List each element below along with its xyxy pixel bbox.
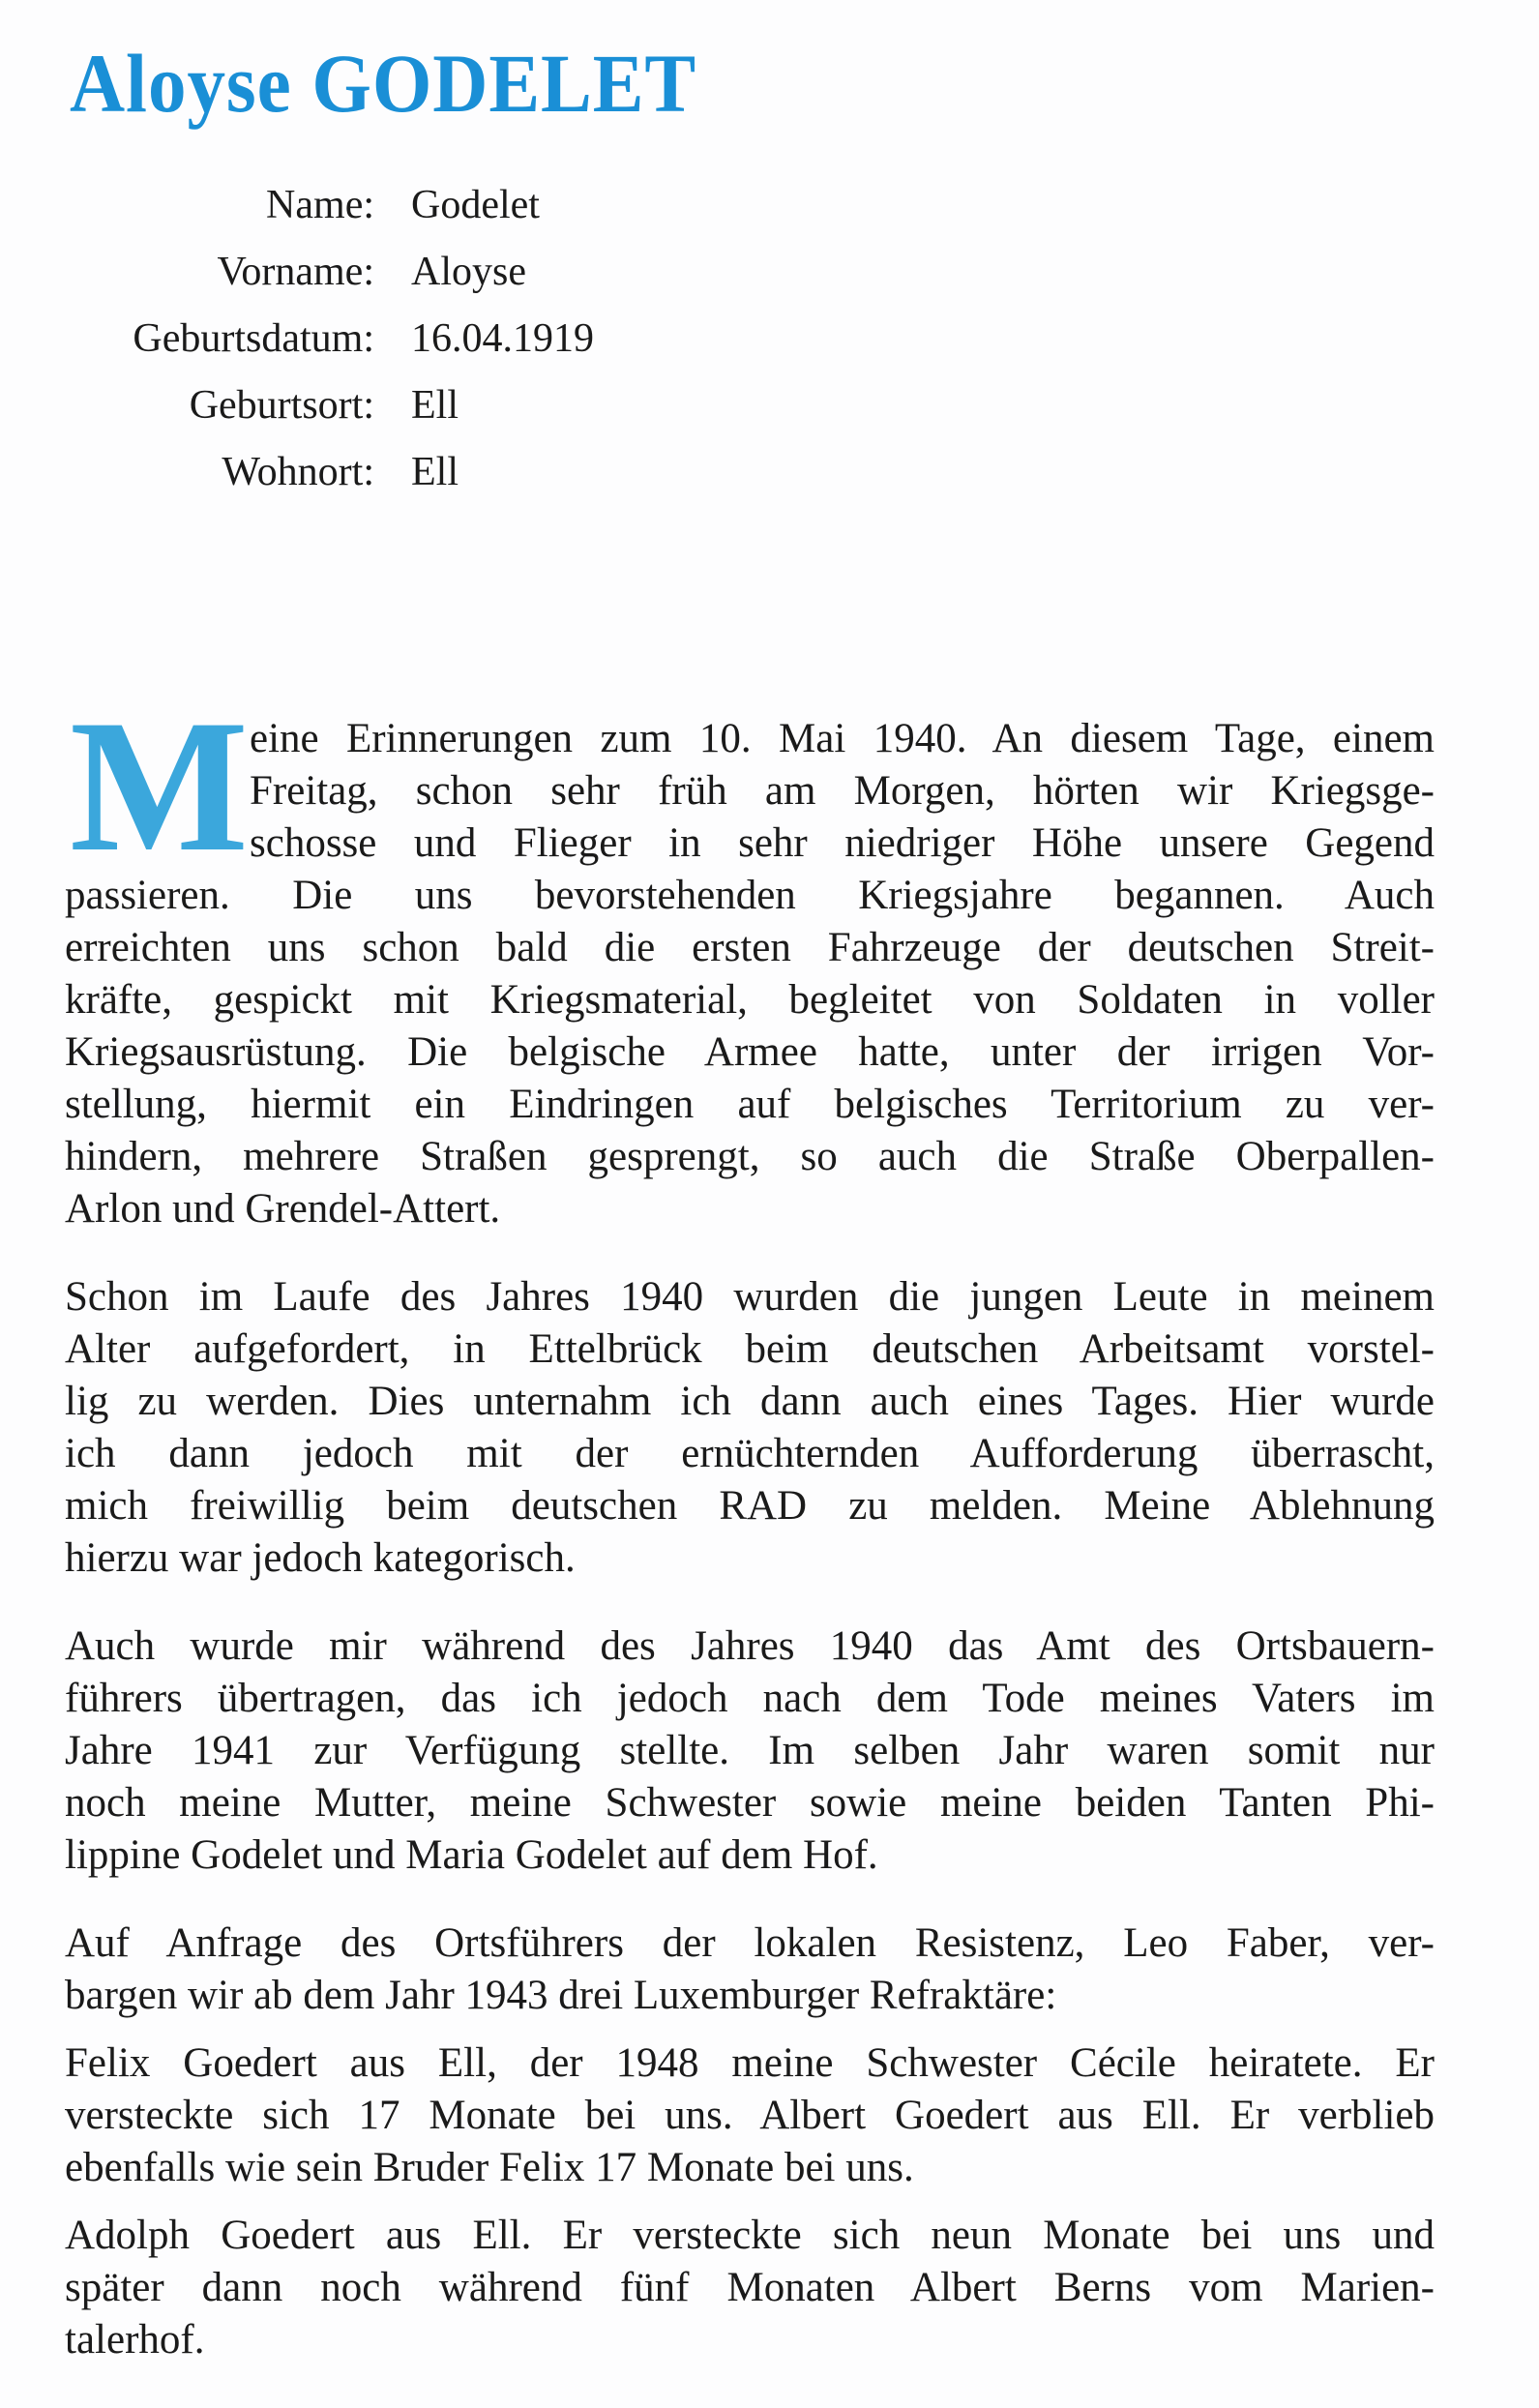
paragraph — [65, 2037, 1435, 2194]
text-line: Adolph Goedert aus Ell. Er versteckte sich neun Monate bei uns und — [65, 2213, 1435, 2258]
info-value: Ell — [411, 450, 459, 494]
text-line: ebenfalls wie sein Bruder Felix 17 Monate bei uns. — [65, 2145, 914, 2190]
text-line: Freitag, schon sehr früh am Morgen, hörten wir Kriegsge- — [250, 768, 1435, 814]
text-line: Auch wurde mir während des Jahres 1940 das Amt des Ortsbauern- — [65, 1623, 1435, 1669]
text-line: Schon im Laufe des Jahres 1940 wurden die jungen Leute in meinem — [65, 1274, 1435, 1320]
text-line: hierzu war jedoch kategorisch. — [65, 1535, 576, 1581]
info-label: Vorname: — [217, 250, 374, 294]
text-line: Auf Anfrage des Ortsführers der lokalen Resistenz, Leo Faber, ver- — [65, 1920, 1435, 1966]
text-line: Kriegsausrüstung. Die belgische Armee hatte, unter der irrigen Vor- — [65, 1029, 1435, 1075]
text-line: versteckte sich 17 Monate bei uns. Albert Goedert aus Ell. Er verblieb — [65, 2093, 1435, 2138]
info-label: Geburtsort: — [189, 383, 374, 428]
info-value: 16.04.1919 — [411, 316, 594, 361]
text-line: Arlon und Grendel-Attert. — [65, 1186, 501, 1232]
info-value: Ell — [411, 383, 459, 428]
paragraph — [65, 681, 1435, 1235]
text-line: ich dann jedoch mit der ernüchternden Aufforderung überrascht, — [65, 1431, 1435, 1476]
paragraph — [65, 1620, 1435, 1882]
text-line: kräfte, gespickt mit Kriegsmaterial, begleitet von Soldaten in voller — [65, 977, 1435, 1023]
text-line: bargen wir ab dem Jahr 1943 drei Luxemburger Refraktäre: — [65, 1973, 1057, 2018]
info-value: Godelet — [411, 183, 540, 227]
info-value: Aloyse — [411, 250, 526, 294]
text-line: Alter aufgefordert, in Ettelbrück beim deutschen Arbeitsamt vorstel- — [65, 1326, 1435, 1372]
text-line: talerhof. — [65, 2317, 205, 2363]
drop-cap: M — [70, 681, 249, 891]
text-line: stellung, hiermit ein Eindringen auf belgisches Territorium zu ver- — [65, 1082, 1435, 1127]
text-line: mich freiwillig beim deutschen RAD zu melden. Meine Ablehnung — [65, 1483, 1435, 1529]
text-line: schosse und Flieger in sehr niedriger Höhe unsere Gegend — [250, 820, 1435, 866]
text-line: lig zu werden. Dies unternahm ich dann auch eines Tages. Hier wurde — [65, 1379, 1435, 1424]
text-line: später dann noch während fünf Monaten Albert Berns vom Marien- — [65, 2265, 1435, 2310]
text-line: noch meine Mutter, meine Schwester sowie meine beiden Tanten Phi- — [65, 1780, 1435, 1826]
text-line: erreichten uns schon bald die ersten Fahrzeuge der deutschen Streit- — [65, 925, 1435, 970]
text-line: führers übertragen, das ich jedoch nach dem Tode meines Vaters im — [65, 1676, 1435, 1721]
paragraph — [65, 1271, 1435, 1585]
text-line: passieren. Die uns bevorstehenden Kriegsjahre begannen. Auch — [65, 873, 1435, 918]
text-line: hindern, mehrere Straßen gesprengt, so auch die Straße Oberpallen- — [65, 1134, 1435, 1179]
text-line: Felix Goedert aus Ell, der 1948 meine Schwester Cécile heiratete. Er — [65, 2040, 1435, 2086]
text-line: Jahre 1941 zur Verfügung stellte. Im selben Jahr waren somit nur — [65, 1728, 1435, 1773]
text-line: eine Erinnerungen zum 10. Mai 1940. An diesem Tage, einem — [250, 716, 1435, 761]
article-body — [65, 681, 1435, 2402]
page-title: Aloyse GODELET — [70, 37, 697, 130]
text-line: lippine Godelet und Maria Godelet auf dem Hof. — [65, 1832, 878, 1878]
info-label: Name: — [266, 183, 374, 227]
info-label: Geburtsdatum: — [133, 316, 374, 361]
paragraph — [65, 2210, 1435, 2366]
info-label: Wohnort: — [222, 450, 374, 494]
paragraph — [65, 1917, 1435, 2022]
